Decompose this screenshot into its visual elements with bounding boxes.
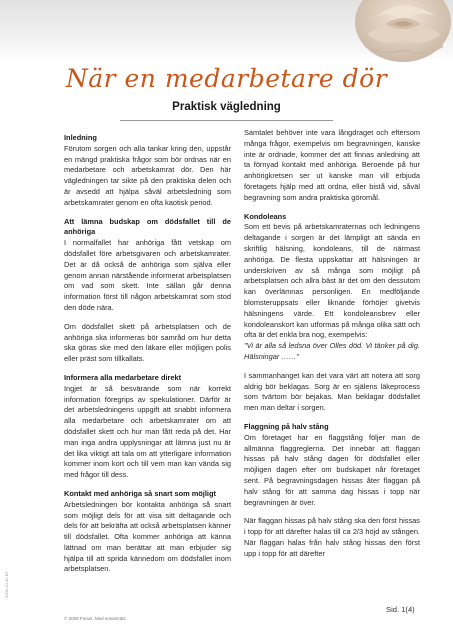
page-title: När en medarbetare dör	[65, 64, 388, 93]
section-paragraph: I sammanhanget kan det vara värt att notera att sorg aldrig bör beklagas. Sorg är en själens läkeprocess som tvärtom bör bejakas. Man beklagar dödsfallet men man deltar i sorgen.	[244, 370, 420, 413]
section-paragraph: Ingjet är så besvärande som när korrekt information föregrips av spekulationer. Därför är det arbetsledningens uppgift att snabbt informera alla medarbetare och arbetskamrater om att dödsfallet skett och hur man fått reda på det. Har man inga andra upplysningar att lämna just nu är det lika viktigt att tala om att ytterligare information kommer inom kort och till vem man kan vända sig med frågor till dess.	[64, 383, 231, 480]
section-paragraph: Samtalet behöver inte vara långdraget och eftersom många frågor, exempelvis om begravningen, kanske inte är ordnade, kommer det att finnas anledning att ta förnyad kontakt med anhöriga. Beroende på hur anhörigkretsen ser ut kanske man vill erbjuda företagets hjälp med att ordna, eller bistå vid, såväl begravning som andra praktiska göromål.	[244, 128, 420, 202]
copyright-notice: © 2009 Fonus. Med ensamrätt.	[64, 616, 127, 621]
quote-text: "Vi är alla så ledsna över Olles död. Vi tänker på dig. Hälsningar ……"	[244, 341, 420, 361]
rose-image	[345, 0, 453, 62]
section-paragraph: I normalfallet har anhöriga fått vetskap om dödsfallet före arbetsgivaren och arbetskamrater. Det är då också de anhöriga som själva eller genom annan närstående informerat arbetsplatsen om vad som skett. Inte sällan går denna information först till någon arbetskamrat som stod den döde nära.	[64, 238, 231, 312]
page-number: Sid. 1(4)	[386, 605, 415, 614]
section-paragraph: När flaggan hissas på halv stång ska den först hissas i topp för att därefter halas till ca 2/3 höjd av stången. När flaggan halas från halv stång hissas den först upp i topp för att därefter	[244, 516, 420, 558]
section-heading: Kondoleans	[244, 211, 287, 221]
section-heading: Inledning	[64, 133, 97, 142]
section-paragraph: Arbetsledningen bör kontakta anhöriga så snart som möjligt dels för att visa sitt deltagande och dels för att bekräfta att också arbetsplatsen känner till dödsfallet. Ofta kommer anhöriga att känna lättnad om man berättar att man erbjuder sig hjälpa till att sprida kännedom om dödsfallet inom arbetsplatsen.	[64, 499, 231, 574]
right-column	[244, 128, 420, 567]
page-subtitle: Praktisk vägledning	[172, 101, 281, 113]
section-heading: Flaggning på halv stång	[244, 421, 329, 431]
left-column	[64, 128, 231, 583]
section-paragraph: Om dödsfallet skett på arbetsplatsen och de anhöriga ska informeras bör samråd om hur detta ska göras ske med den läkare eller möjligen polis eller präst som tillkallats.	[64, 321, 231, 364]
title-divider	[120, 120, 333, 121]
rose-illustration	[345, 0, 453, 62]
section-paragraph: Om företaget har en flaggstång följer man de allmänna flaggreglerna. Det innebär att flaggan hissas på halv stång dagen för dödsfallet eller möjligen dagen efter om budskapet når företaget sent. På begravningsdagen hissas åter flaggan på halv stång för att samma dag hissas i topp när begravningen är över.	[244, 432, 420, 507]
section-heading: Kontakt med anhöriga så snart som möjligt	[64, 488, 216, 498]
section-heading: Att lämna budskap om dödsfallet till de anhöriga	[64, 216, 231, 237]
section-paragraph: Som ett bevis på arbetskamraternas och ledningens deltagande i sorgen är det lämpligt att sända en skriftlig hälsning, kondoleans, till de närmast anhöriga. De flesta uppskattar att hälsningen är underskriven av så många som möjligt på arbetsplatsen och allra bäst är det om den dessutom kan överlämnas personligen. En medföljande blomsteruppsats eller liknande förhöjer givetvis hälsningens värde. Ett kondoleansbrev eller kondoleanskort kan utformas på många olika sätt och ofta är det enkla bra nog, exempelvis:	[244, 222, 420, 340]
document-code: 2009-10-30 BT	[4, 571, 9, 598]
section-heading: Informera alla medarbetare direkt	[64, 372, 182, 382]
section-paragraph: Förutom sorgen och alla tankar kring den, uppstår en mängd praktiska frågor som bör ordnas när en medarbetare och arbetskamrat dör. Den här vägledningen tar sikte på den praktiska delen och är avsedd att hjälpa såväl arbetsledning som arbetskamrater genom en ofta kaotisk period.	[64, 143, 231, 207]
